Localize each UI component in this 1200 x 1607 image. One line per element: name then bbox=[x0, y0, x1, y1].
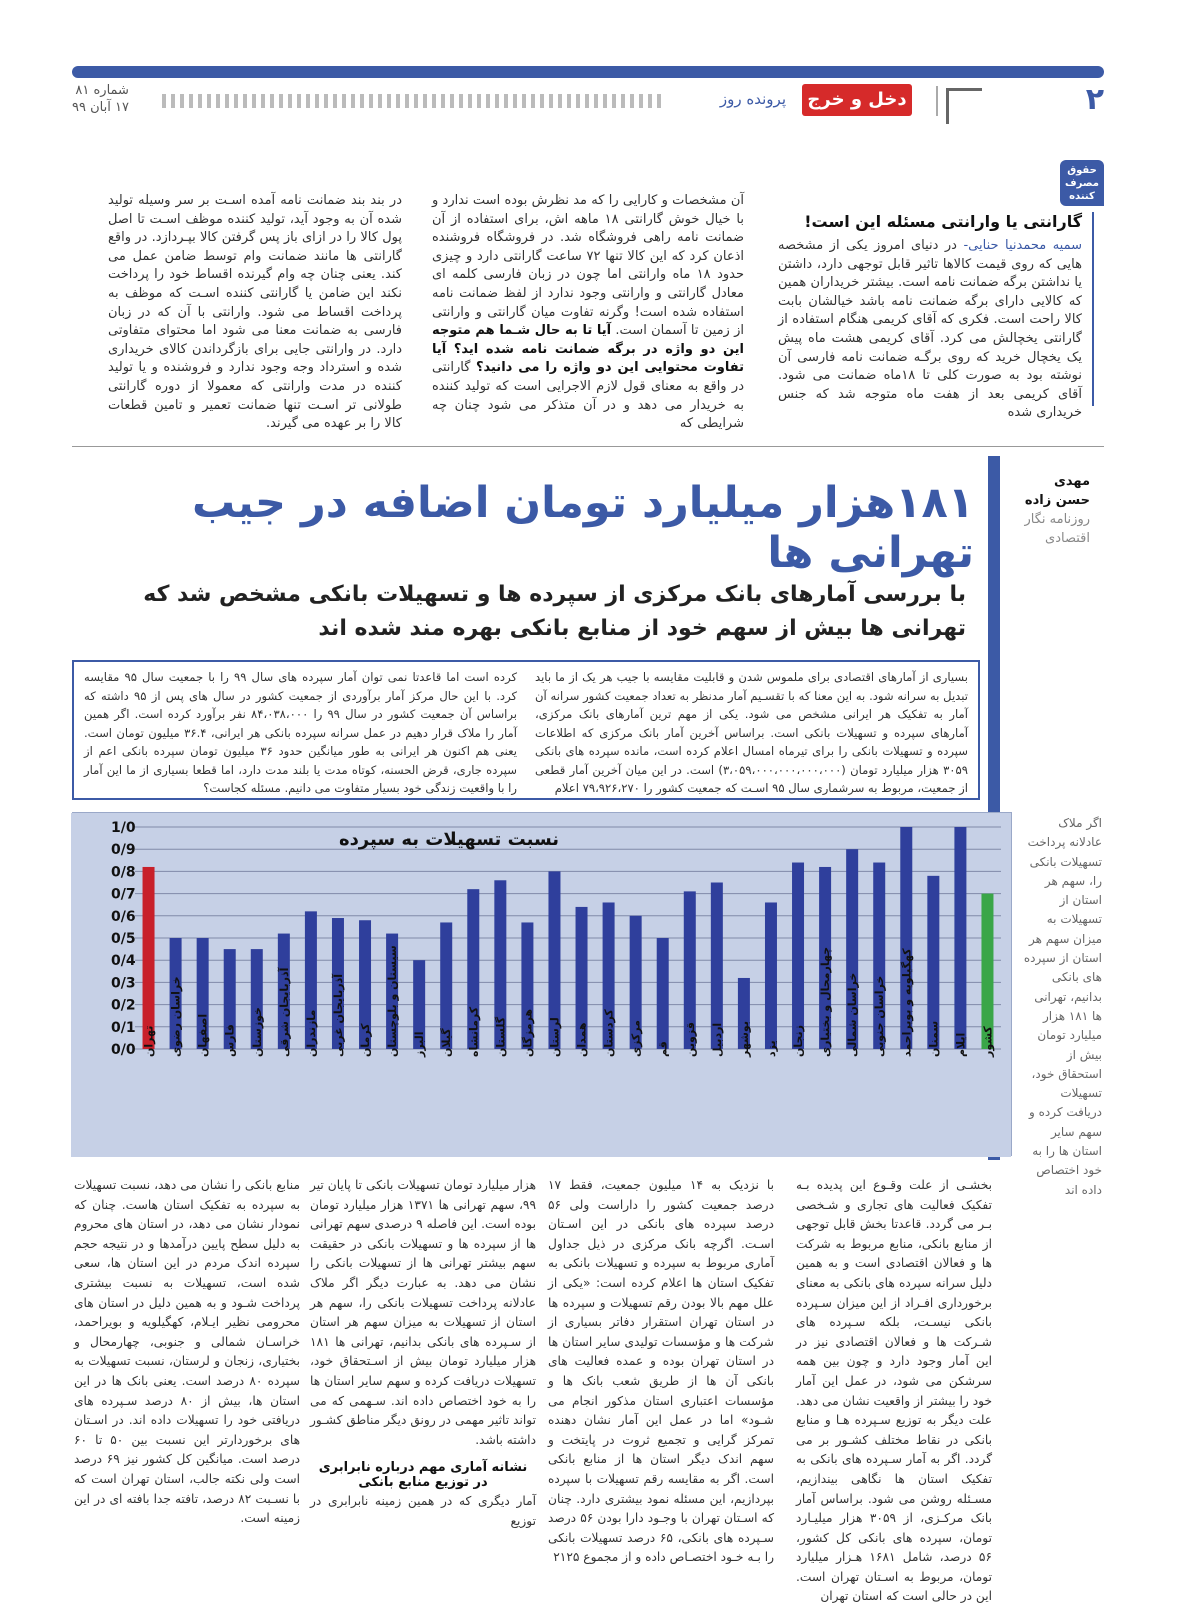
y-tick-label: 0/8 bbox=[111, 864, 136, 881]
body-column-1: بخشـی از علت وقـوع این پدیده بـه تفکیک فعالیت های تجاری و شـخصی بـر می گردد. قاعدتا بخش قابل توجهی از منابع بانکی، منابع مربوط به شرکت ها و فعالان اقتصادی است و به همین دلیل سرانه سپرده های بانکی به معنای برخورداری افـراد از این میزان سـپرده بانکی نیسـت، بلکه سـپرده های شـرکت ها و فعالان اقتصادی نیز در این آمار وجود دارد و چون بین همه سرشکن می شود، در عمل این آمار خود را بیشتر از واقعیت نشان می دهد. علت دیگر به توزیع سـپرده هـا و منابع بانکی در نقاط مختلف کشـور بر می گردد. اگر به آمار سـپرده های بانکی به تفکیک استان ها نگاهی بیندازیم، مسـئله روشن می شود. براساس آمار بانک مرکـزی، از ۳۰۵۹ هزار میلیـارد تومان، سپرده های بانکی کل کشور، ۵۶ درصد، شامل ۱۶۸۱ هـزار میلیارد تومان، مربوط به اسـتان تهران است. این در حالی است که استان تهران bbox=[796, 1178, 993, 1604]
top-article-column-1 bbox=[778, 212, 1094, 421]
y-tick-label: 0/3 bbox=[111, 975, 136, 992]
category-tag: حقوق مصرف کننده bbox=[1060, 160, 1104, 206]
x-category-label: قم bbox=[656, 1041, 670, 1057]
x-category-label: کشور bbox=[981, 1026, 995, 1057]
side-pull-quote: اگر ملاک عادلانه پرداخت تسهیلات بانکی را، سهم هر استان از تسهیلات به میزان سهم هر استان از سپرده های بانکی بدانیم، تهرانی ها ۱۸۱ هزار میلیارد تومان بیش از استحقاق خود، تسهیلات دریافت کرده و سهم سایر استان ها را به خود اختصاص داده اند bbox=[1023, 816, 1102, 1197]
chart-svg bbox=[71, 813, 1011, 1157]
bar bbox=[792, 863, 804, 1049]
x-category-label: آذربایجان شرقی bbox=[277, 967, 291, 1057]
main-headline: ۱۸۱هزار میلیارد تومان اضافه در جیب تهرانی ها bbox=[191, 478, 974, 578]
x-category-label: کرمان bbox=[359, 1023, 373, 1057]
x-category-label: زنجان bbox=[792, 1025, 806, 1057]
main-subheadline: با بررسی آمارهای بانک مرکزی از سپرده ها و تسهیلات بانکی مشخص شد که تهرانی ها بیش از سهم خود از منابع بانکی بهره مند شده اند bbox=[143, 582, 966, 641]
y-tick-label: 0/9 bbox=[111, 842, 136, 859]
bar bbox=[981, 894, 993, 1049]
issue-date: ۱۷ آبان ۹۹ bbox=[72, 100, 129, 115]
x-category-label: کرمانشاه bbox=[467, 1006, 481, 1057]
x-category-label: چهارمحال و بختیاری bbox=[819, 946, 833, 1057]
y-tick-label: 1/0 bbox=[111, 820, 136, 836]
x-category-label: همدان bbox=[575, 1022, 589, 1057]
x-category-label: خراسان شمالی bbox=[846, 972, 860, 1057]
x-category-label: خوزستان bbox=[250, 1007, 264, 1057]
x-category-label: اردبیل bbox=[710, 1022, 724, 1057]
page-number: ۲ bbox=[1085, 82, 1104, 117]
x-category-label: آذربایجان غربی bbox=[331, 973, 345, 1057]
top-article-column-2 bbox=[432, 192, 744, 434]
y-tick-label: 0/5 bbox=[111, 931, 136, 947]
x-category-label: خراسان رضوی bbox=[169, 976, 183, 1057]
x-category-label: مازندران bbox=[304, 1009, 318, 1057]
x-category-label: ایلام bbox=[954, 1032, 968, 1057]
body-subtitle: نشانه آماری مهم درباره نابرابری در توزیع منابع بانکی bbox=[318, 1460, 528, 1491]
top-article-text-1: در دنیای امروز یکی از مشخصه هایی که روی قیمت کالاها تاثیر قابل توجهی دارد، داشتن یا نداشتن برگه ضمانت نامه است. بیشتر خریداران همین که کالایی دارای برگه ضمانت نامه باشد خیالشان بابت کالا راحت است. فکری که آقای کریمی هنگام استفاده از گارانتی یخچالش می کرد. آقای کریمی هشت ماه پیش یک یخچال خرید که روی برگـه ضمانت نامه فارسی آن نوشته بود به صورت کلی تا ۱۸ماه ضمانت می شود. آقای کریمی بعد از هفت ماه متوجه شد که جنس خریداری شده bbox=[778, 238, 1082, 421]
byline bbox=[1012, 472, 1090, 548]
issue-number: شماره ۸۱ bbox=[75, 83, 129, 98]
lead-text-right: بسیاری از آمارهای اقتصادی برای ملموس شدن و قابلیت مقایسه با جیب هر یک از ما باید تبدیل به سرانه شود. به این معنا که با تقسـیم آمار مدنظر به تعداد جمعیت کشور سرانه آن آمار به تفکیک هر ایرانی مشخص می شود. یکی از مهم ترین آمارهای بانک مرکزی، آمارهای سپرده و تسهیلات بانکی است. براساس آخرین آمار بانک مرکزی که اطلاعات سپرده و تسهیلات بانکی را برای تیرماه امسال اعلام کرده است، مانده سپرده های بانکی ۳۰۵۹ هزار میلیارد تومان (۳،۰۵۹،۰۰۰،۰۰۰،۰۰۰،۰۰۰) است. در این میان آخرین آمار قطعی از جمعیت، مربوط به سرشماری سال ۹۵ اسـت که جمعیت کشور را ۷۹،۹۲۶،۲۷۰ اعلام bbox=[535, 670, 968, 795]
x-category-label: سیستان و بلوچستان bbox=[386, 945, 400, 1057]
publication-logo: دخل و خرج bbox=[802, 84, 912, 116]
y-tick-label: 0/1 bbox=[111, 1019, 136, 1036]
bar bbox=[954, 827, 966, 1049]
ratio-bar-chart bbox=[72, 812, 1012, 1156]
x-category-label: البرز bbox=[413, 1031, 427, 1057]
x-category-label: کهگیلویه و بویراحمد bbox=[900, 948, 914, 1057]
x-category-label: سمنان bbox=[927, 1020, 941, 1057]
byline-role: روزنامه نگار اقتصادی bbox=[1024, 512, 1090, 546]
header-divider bbox=[936, 86, 938, 116]
header-dotted-rule bbox=[162, 94, 664, 108]
chart-title: نسبت تسهیلات به سپرده bbox=[338, 829, 560, 850]
y-tick-label: 0/4 bbox=[111, 953, 136, 970]
x-category-label: بوشهر bbox=[737, 1021, 751, 1057]
x-category-label: اصفهان bbox=[196, 1013, 210, 1057]
bar bbox=[657, 938, 669, 1049]
top-article-question: آیا تا به حال شـما هم متوجه این دو واژه در برگه ضمانت نامه شده اید؟ آیا تفاوت محتوایی این دو واژه را می دانید؟ bbox=[432, 323, 744, 376]
top-article-text-3: در بند بند ضمانت نامه آمده اسـت بر سر وسیله تولید شده آن به وجود آید، تولید کننده موظف اسـت تا اصل پول کالا را در ازای باز پس گرفتن کالا بپـردازد. در واقع گارانتی ها مانند ضمانت وام توسط ضامن عمل می کند. یعنی چنان چه وام گیرنده اقساط خود را پرداخت نکند این ضامن یا گارانتی کننده اسـت که موظف به پرداخت اقساط می شود. وارانتی با آن که در زبان فارسی به ضمانت معنا می شود اما محتوای متفاوتی دارد. در وارانتی جایی برای بازگرداندن کالای خریداری شده و استرداد وجه وجود ندارد و فروشنده و یا تولید کننده در مدت وارانتی که معمولا از دوره گارانتی طولانی تر اسـت تنها ضمانت تعمیر و تامین قطعات کالا را بر عهده می گیرند. bbox=[108, 193, 402, 432]
y-tick-label: 0/7 bbox=[111, 886, 136, 903]
top-article-title: گارانتی یا وارانتی مسئله این است! bbox=[804, 212, 1082, 231]
top-article-column-3 bbox=[108, 192, 402, 434]
body-text-3b: آمار دیگری که در همین زمینه نابرابری در توزیع bbox=[310, 1494, 536, 1528]
page-header bbox=[72, 82, 1104, 122]
x-category-label: گلستان bbox=[494, 1016, 508, 1057]
x-category-label: کردستان bbox=[602, 1009, 616, 1057]
chart-y-ticks bbox=[111, 820, 136, 1058]
section-divider bbox=[72, 446, 1104, 447]
body-column-3 bbox=[310, 1176, 536, 1532]
top-accent-bar bbox=[72, 66, 1104, 78]
body-column-4: منابع بانکی را نشان می دهد، نسبت تسهیلات به سپرده به تفکیک استان هاست. چنان که نمودار نشان می دهد، در استان های محروم به دلیل سطح پایین درآمدها و در نتیجه حجم سپرده اندک مردم در این استان ها، سعی شده است، تسهیلات به نسبت بیشتری پرداخت شـود و به همین دلیل در استان های محرومی نظیر ایـلام، کهگیلویه و بویراحمد، خراسـان شمالی و جنوبی، چهارمحال و بختیاری، زنجان و لرستان، نسبت تسهیلات به سپرده ۸۰ درصد است. یعنی بانک ها در این استان ها، بیش از ۸۰ درصد سـپرده های دریافتی خود را تسهیلات داده اند. در اسـتان های برخوردارتر این نسبت بین ۵۰ تا ۶۰ درصد است. میانگین کل کشور نیز ۶۹ درصد است ولی نکته جالب، استان تهران است که با نسـبت ۸۲ درصد، تافته جدا بافته ای در این زمینه است. bbox=[74, 1178, 301, 1526]
lead-box bbox=[72, 660, 980, 800]
body-column-2: با نزدیک به ۱۴ میلیون جمعیت، فقط ۱۷ درصد جمعیت کشور را داراست ولی ۵۶ درصد سپرده های بانکی در این اسـتان اسـت. اگرچه بانک مرکزی در ذیل جداول آماری مربوط به سپرده و تسهیلات بانکی به تفکیک استان ها اعلام کرده است: «یکی از علل مهم بالا بودن رقم تسهیلات و سپرده ها در استان تهران استقرار دفاتر بسیاری از شرکت ها و مؤسسات تولیدی سایر استان ها در استان تهران بوده و عمده فعالیت های بانکی آن ها از طریق شعب بانک ها و مؤسسات اعتباری استان مذکور انجام می شـود» اما در عمل این آمار نشان دهنده تمرکز گرایی و تجمیع ثروت در پایتخت و سهم اندک دیگر استان ها از منابع بانکی است. اگر به مقایسه رقم تسهیلات با سپرده بپردازیم، این مسئله نمود بیشتری دارد. چنان که اسـتان تهران با وجـود دارا بودن ۵۶ درصد سـپرده های بانکی، ۶۵ درصد تسهیلات بانکی را بـه خـود اختصـاص داده و از مجموع ۲۱۲۵ bbox=[548, 1178, 774, 1565]
section-label: پرونده روز bbox=[719, 90, 786, 108]
x-category-label: قزوین bbox=[683, 1022, 697, 1057]
x-category-label: لرستان bbox=[548, 1017, 562, 1057]
bar bbox=[143, 867, 155, 1049]
corner-arrow-icon bbox=[946, 88, 982, 124]
top-article-text-2a: آن مشخصات و کارایی را که مد نظرش بوده است ندارد و با خیال خوش گارانتی ۱۸ ماهه اش، برای استفاده از آن ضمانت نامه راهی فروشگاه شد. در فروشگاه فروشنده اذعان کرد که این کالا تنها ۷۲ ساعت گارانتی دارد و چیزی حدود ۱۸ ماه وارانتی اما چون در زبان فارسی کلمه ای معادل گارانتی و وارانتی وجود ندارد از لفظ ضمانت نامه استفاده شده است! وگرنه تفاوت میان گارانتی و وارانتی از زمین تا آسمان است. bbox=[432, 193, 745, 339]
byline-last-name: حسن زاده bbox=[1024, 493, 1090, 508]
x-category-label: هرمزگان bbox=[521, 1008, 535, 1057]
y-tick-label: 0/2 bbox=[111, 997, 136, 1014]
y-tick-label: 0/0 bbox=[111, 1042, 136, 1058]
byline-first-name: مهدی bbox=[1053, 474, 1090, 489]
top-article-text-2b: گارانتی در واقع به معنای قول لازم الاجرایی است که تولید کننده به خریدار می دهد و در آن متذکر می شود چنان چه شرایطی که bbox=[432, 360, 744, 432]
x-category-label: فارس bbox=[223, 1024, 237, 1057]
chart-background bbox=[71, 813, 1011, 1157]
y-tick-label: 0/6 bbox=[111, 908, 136, 925]
top-article-author: سمیه محمدنیا حنایی- bbox=[963, 238, 1082, 253]
x-category-label: تهران bbox=[142, 1025, 156, 1057]
bar bbox=[765, 902, 777, 1049]
lead-text-left: کرده است اما قاعدتا نمی توان آمار سپرده های سال ۹۹ را با جمعیت سال ۹۵ مقایسه کرد. با این حال مرکز آمار برآوردی از جمعیت کشور در سال های پس از ۹۵ داشته که براساس آن جمعیت کشور در سال ۹۹ را ۸۴،۰۳۸،۰۰۰ نفر برآورد کرده است. اگر همین آمار را ملاک قرار دهیم در عمل سرانه سپرده بانکی هر ایرانی، ۳۶.۴ میلیون تومان است. یعنی هم اکنون هر ایرانی به طور میانگین حدود ۳۶ میلیون تومان سپرده بانکی اعم از سپرده جاری، قرض الحسنه، کوتاه مدت یا بلند مدت دارد، اما قطعا بسیاری از ما این آمار را با واقعیت زندگی خود بسیار متفاوت می دانیم. مسئله کجاست؟ bbox=[84, 670, 517, 795]
x-category-label: گیلان bbox=[440, 1028, 454, 1057]
body-text-3a: هزار میلیارد تومان تسهیلات بانکی تا پایان تیر ۹۹، سهم تهرانی ها ۱۳۷۱ هزار میلیارد تومان بوده است. این فاصله ۹ درصدی سهم تهرانی ها از سپرده ها و تسهیلات بانکی در حقیقت سهم بیشتر تهرانی ها از تسهیلات بانکی را نشان می دهد. به عبارت دیگر اگر ملاک عادلانه پرداخت تسهیلات بانکی را، سهم هر استان از تسهیلات به میزان سهم هر استان از سـپرده های بانکی بدانیم، تهرانی ها ۱۸۱ هزار میلیارد تومان بیش از اسـتحقاق خود، تسهیلات دریافت کرده و سهم سایر استان ها را به خود اختصاص داده اند. سـهمی که می تواند تاثیر مهمی در رونق دیگر مناطق کشـور داشته باشد. bbox=[310, 1178, 536, 1447]
x-category-label: یزد bbox=[764, 1040, 778, 1057]
issue-info bbox=[72, 82, 129, 116]
x-category-label: مرکزی bbox=[629, 1020, 643, 1057]
x-category-label: خراسان جنوبی bbox=[873, 975, 887, 1057]
